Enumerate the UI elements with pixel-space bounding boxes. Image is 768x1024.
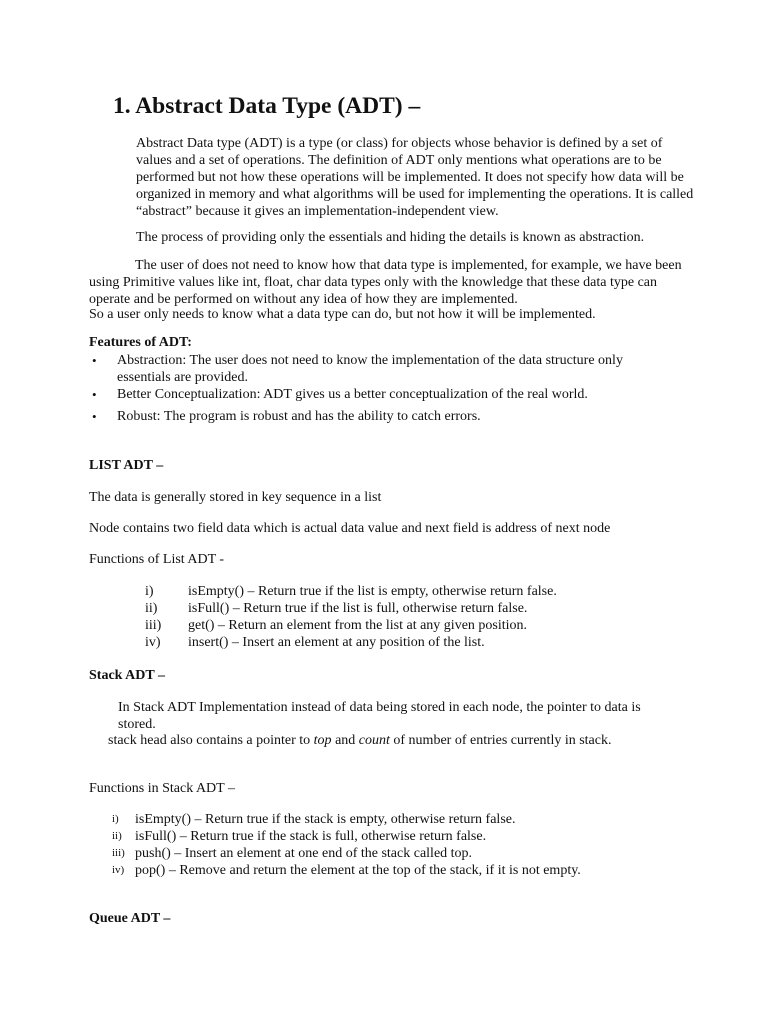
stack-text: of number of entries currently in stack. xyxy=(389,733,612,748)
stack-adt-paragraph-2 xyxy=(108,732,668,749)
feature-item: • Better Conceptualization: ADT gives us a better conceptualization of the real world. xyxy=(89,386,649,408)
list-item-number: i) xyxy=(112,813,119,825)
list-item-text: insert() – Insert an element at any position of the list. xyxy=(188,635,485,650)
list-item xyxy=(145,583,705,600)
list-item-number: ii) xyxy=(145,601,158,616)
list-item xyxy=(112,828,672,845)
list-item-text: get() – Return an element from the list at any given position. xyxy=(188,618,528,633)
list-item-number: i) xyxy=(145,584,154,599)
feature-item: • Abstraction: The user does not need to know the implementation of the data structure only essentials are provided. xyxy=(89,352,649,386)
features-heading: Features of ADT: xyxy=(89,335,192,350)
stack-text: and xyxy=(331,733,359,748)
stack-text: stack head also contains a pointer to xyxy=(108,733,314,748)
list-adt-functions-label: Functions of List ADT - xyxy=(89,552,225,567)
list-item-number: ii) xyxy=(112,830,122,842)
user-paragraph xyxy=(89,257,689,308)
stack-term-count: count xyxy=(358,733,390,748)
list-adt-heading: LIST ADT – xyxy=(89,458,164,473)
list-item xyxy=(112,811,672,828)
stack-term-top: top xyxy=(313,733,332,748)
features-list xyxy=(89,352,649,425)
user-only-paragraph: So a user only needs to know what a data type can do, but not how it will be implemented. xyxy=(89,307,596,322)
abstraction-paragraph: The process of providing only the essentials and hiding the details is known as abstraction. xyxy=(136,230,645,245)
stack-adt-paragraph-1: In Stack ADT Implementation instead of data being stored in each node, the pointer to data is stored. xyxy=(118,700,641,732)
list-adt-paragraph-1: The data is generally stored in key sequence in a list xyxy=(89,490,382,505)
list-item-text: isEmpty() – Return true if the stack is empty, otherwise return false. xyxy=(135,812,516,827)
list-item xyxy=(112,845,672,862)
list-item xyxy=(145,617,705,634)
page-title: 1. Abstract Data Type (ADT) – xyxy=(113,93,421,119)
list-item-text: isFull() – Return true if the list is full, otherwise return false. xyxy=(188,601,528,616)
list-item xyxy=(145,634,705,651)
intro-paragraph: Abstract Data type (ADT) is a type (or class) for objects whose behavior is defined by a set of values and a set of operations. The definition of ADT only mentions what operations are to be performed but not how these operations will be implemented. It does not specify how data will be organized in memory and what algorithms will be used for implementing the operations. It is called “abstract” because it gives an implementation-independent view. xyxy=(136,136,694,219)
list-item-number: iv) xyxy=(112,864,125,876)
list-item-number: iv) xyxy=(145,635,161,650)
feature-item: • Robust: The program is robust and has the ability to catch errors. xyxy=(89,408,649,425)
user-paragraph-text: The user of does not need to know how that data type is implemented, for example, we have been using Primitive values like int, float, char data types only with the knowledge that these data type can operate and be performed on without any idea of how they are implemented. xyxy=(89,258,682,307)
stack-adt-functions xyxy=(112,811,672,879)
list-adt-functions xyxy=(145,583,705,651)
list-item-number: iii) xyxy=(145,618,162,633)
stack-adt-functions-label: Functions in Stack ADT – xyxy=(89,781,235,796)
list-item-number: iii) xyxy=(112,847,125,859)
list-item-text: push() – Insert an element at one end of the stack called top. xyxy=(135,846,473,861)
stack-adt-heading: Stack ADT – xyxy=(89,668,165,683)
list-item xyxy=(145,600,705,617)
list-item xyxy=(112,862,672,879)
list-adt-paragraph-2: Node contains two field data which is actual data value and next field is address of next node xyxy=(89,521,611,536)
list-item-text: isEmpty() – Return true if the list is empty, otherwise return false. xyxy=(188,584,557,599)
list-item-text: isFull() – Return true if the stack is full, otherwise return false. xyxy=(135,829,487,844)
list-item-text: pop() – Remove and return the element at the top of the stack, if it is not empty. xyxy=(135,863,581,878)
queue-adt-heading: Queue ADT – xyxy=(89,911,171,926)
